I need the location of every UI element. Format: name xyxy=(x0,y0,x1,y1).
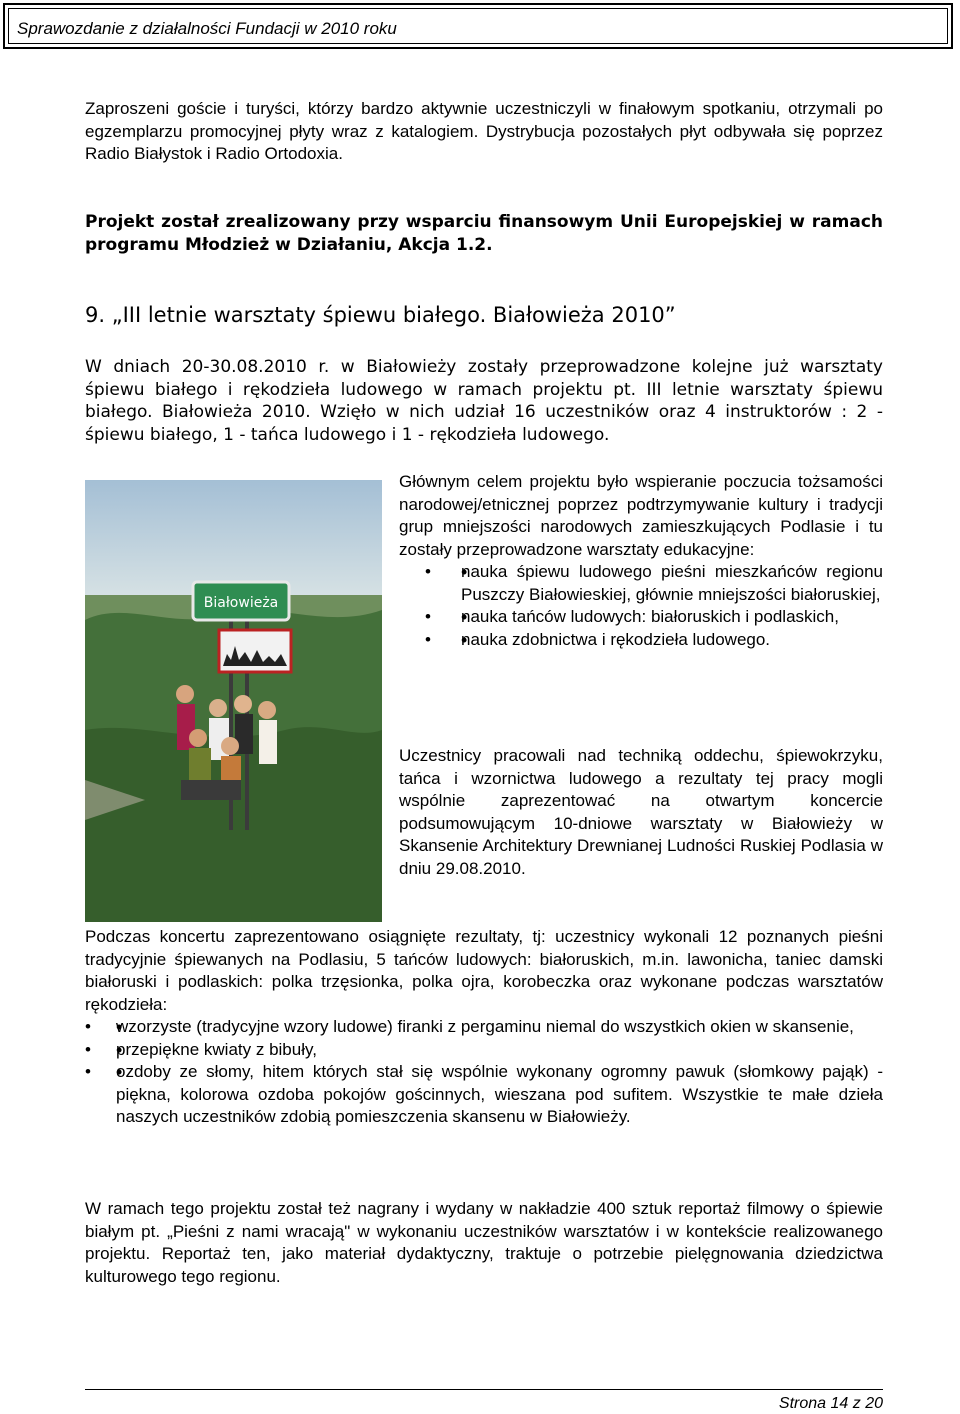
sign-text: Białowieża xyxy=(203,595,279,611)
list-item-text: nauka tańców ludowych: białoruskich i podlaskich, xyxy=(461,607,839,626)
workshop-photo xyxy=(85,480,382,922)
paragraph-text: Podczas koncertu zaprezentowano osiągnięte rezultaty, tj: uczestnicy wykonali 12 poznanych pieśni tradycyjnie śpiewanych na Podlasiu, 5 tańców ludowych: białoruskich, m.in. lawonicha, taniec damski białoruski i podlaskich: polka trzęsionka, polka ojra, korobeczka oraz wykonane podczas warsztatów rękodzieła: xyxy=(85,927,883,1014)
paragraph-text: Głównym celem projektu było wspieranie poczucia tożsamości narodowej/etnicznej poprzez podtrzymywanie kultury i tradycji grup mniejszości narodowych zamieszkujących Podlasie i tu zostały przeprowadzone warsztaty edukacyjne: xyxy=(399,472,883,559)
paragraph-film xyxy=(85,1198,883,1288)
paragraph-text: Zaproszeni goście i turyści, którzy bardzo aktywnie uczestniczyli w finałowym spotkaniu, otrzymali po egzemplarzu promocyjnej płyty wraz z katalogiem. Dystrybucja pozostałych płyt odbywała się poprzez Radio Białystok i Radio Ortodoxia. xyxy=(85,99,883,163)
bullet-icon: • • xyxy=(425,629,431,649)
bullet-icon: • • xyxy=(85,1017,91,1036)
list-item xyxy=(425,561,883,606)
page-header xyxy=(3,3,953,49)
list-item xyxy=(85,1061,883,1129)
list-item xyxy=(85,1016,883,1039)
paragraph-funding xyxy=(85,211,883,256)
list-item-text: ozdoby ze słomy, hitem których stał się wspólnie wykonany ogromny pawuk (słomkowy pająk) - piękna, kolorowa ozdoba pokojów gościnnych, wieszana pod sufitem. Wszystkie te małe dzieła naszych uczestników zdobią pomieszczenia skansenu w Białowieży. xyxy=(116,1062,883,1126)
paragraph-workshops xyxy=(85,356,883,446)
list-item-text: przepiękne kwiaty z bibuły, xyxy=(116,1039,317,1059)
bullet-icon: • • xyxy=(425,607,431,626)
bullet-icon: • • xyxy=(425,562,431,581)
paragraph-participants xyxy=(399,745,883,880)
paragraph-guests xyxy=(85,98,883,166)
section-heading: 9. „III letnie warsztaty śpiewu białego. Białowieża 2010” xyxy=(85,303,676,327)
page-footer xyxy=(85,1389,883,1414)
page-header-frame xyxy=(8,8,948,44)
bullet-icon: • • xyxy=(85,1062,91,1081)
photo-illustration xyxy=(85,480,382,922)
paragraph-concert xyxy=(85,926,883,1129)
paragraph-text: W ramach tego projektu został też nagrany i wydany w nakładzie 400 sztuk reportaż filmowy o śpiewie białym pt. „Pieśni z nami wracają" w wykonaniu uczestników warsztatów i w kontekście realizowanego projektu. Reportaż ten, jako materiał dydaktyczny, traktuje o potrzebie pielęgnowania dziedzictwa kulturowego tego regionu. xyxy=(85,1199,883,1286)
bullet-icon: • • xyxy=(85,1039,91,1059)
crafts-list xyxy=(85,1016,883,1129)
workshop-list xyxy=(399,561,883,651)
paragraph-goal xyxy=(399,471,883,651)
page-number: Strona 14 z 20 xyxy=(778,1395,883,1412)
paragraph-text: Uczestnicy pracowali nad techniką oddechu, śpiewokrzyku, tańca i wzornictwa ludowego a rezultaty tej pracy mogli wspólnie zaprezentować na otwartym koncercie podsumowującym 10-dniowe warsztaty w Białowieży w Skansenie Architektury Drewnianej Ludności Ruskiej Podlasia w dniu 29.08.2010. xyxy=(399,746,883,878)
list-item xyxy=(85,1039,883,1062)
list-item-text: wzorzyste (tradycyjne wzory ludowe) firanki z pergaminu niemal do wszystkich okien w skansenie, xyxy=(116,1017,854,1036)
header-title: Sprawozdanie z działalności Fundacji w 2010 roku xyxy=(17,19,397,38)
list-item-text: nauka śpiewu ludowego pieśni mieszkańców regionu Puszczy Białowieskiej, głównie mniejszości białoruskiej, xyxy=(461,562,883,604)
list-item xyxy=(425,606,883,629)
list-item-text: nauka zdobnictwa i rękodzieła ludowego. xyxy=(461,629,771,649)
list-item xyxy=(425,629,883,652)
paragraph-text: W dniach 20-30.08.2010 r. w Białowieży zostały przeprowadzone kolejne już warsztaty śpiewu białego i rękodzieła ludowego w ramach projektu pt. III letnie warsztaty śpiewu białego. Białowieża 2010. Wzięło w nich udział 16 uczestników oraz 4 instruktorów : 2 - śpiewu białego, 1 - tańca ludowego i 1 - rękodzieła ludowego. xyxy=(85,357,883,445)
paragraph-text: Projekt został zrealizowany przy wsparciu finansowym Unii Europejskiej w ramach programu Młodzież w Działaniu, Akcja 1.2. xyxy=(85,212,883,255)
